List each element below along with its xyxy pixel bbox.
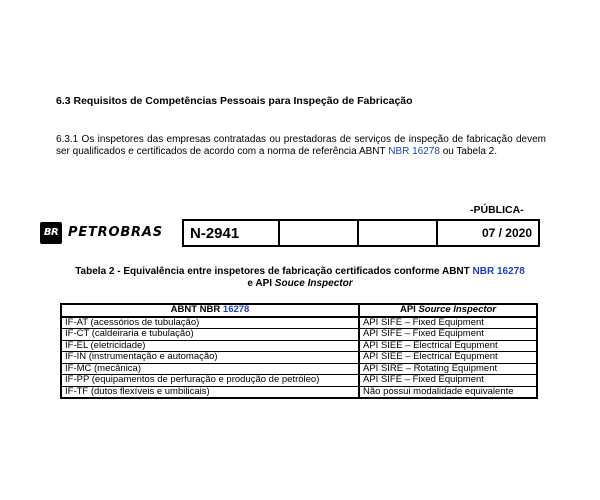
caption-text-2: e API: [247, 277, 275, 289]
equivalence-table: [60, 303, 538, 399]
column-header-api-italic: Source Inspector: [418, 304, 497, 315]
api-cell: API SIRE – Rotating Equipment: [359, 363, 537, 375]
classification-label: -PÚBLICA-: [470, 204, 524, 216]
empty-cell-2: [358, 220, 437, 246]
caption-italic-text: Souce Inspector: [274, 277, 353, 289]
paragraph-text-before: 6.3.1 Os inspetores das empresas contratadas ou prestadoras de serviços de inspeção de fabricação devem ser qualificados e certificados de acordo com a norma de referência ABNT: [56, 134, 546, 157]
column-header-nbr-link[interactable]: 16278: [222, 304, 250, 315]
table-row: [61, 375, 537, 387]
nbr-cell: IF-AT (acessórios de tubulação): [61, 317, 359, 329]
api-cell: API SIEE – Electrical Equpment: [359, 340, 537, 352]
table-header-row: [61, 304, 537, 317]
caption-text: Tabela 2 - Equivalência entre inspetores de fabricação certificados conforme ABNT: [75, 266, 473, 277]
document-id-row: [183, 220, 539, 246]
nbr-cell: IF-MC (mecânica): [61, 363, 359, 375]
column-header-api: [359, 304, 537, 317]
table-row: [61, 340, 537, 352]
caption-nbr-link[interactable]: NBR 16278: [472, 266, 525, 277]
table-row: [61, 317, 537, 329]
section-heading: 6.3 Requisitos de Competências Pessoais para Inspeção de Fabricação: [56, 95, 413, 107]
column-header-abnt-text: ABNT NBR: [170, 304, 223, 315]
table-row: [61, 329, 537, 341]
brand-name: PETROBRAS: [68, 225, 163, 240]
document-number: N-2941: [183, 220, 279, 246]
table-row: [61, 352, 537, 364]
petrobras-logo-icon: BR: [40, 222, 62, 244]
empty-cell-1: [279, 220, 358, 246]
nbr-cell: IF-EL (eletricidade): [61, 340, 359, 352]
api-cell: Não possui modalidade equivalente: [359, 386, 537, 398]
nbr-16278-link[interactable]: NBR 16278: [388, 145, 440, 157]
table-row: [61, 363, 537, 375]
nbr-cell: IF-IN (instrumentação e automação): [61, 352, 359, 364]
paragraph-text-after: ou Tabela 2.: [439, 145, 498, 157]
section-paragraph: [56, 134, 546, 157]
api-cell: API SIEE – Electrical Equpment: [359, 352, 537, 364]
table-row: [61, 386, 537, 398]
nbr-cell: IF-PP (equipamentos de perfuração e produção de petróleo): [61, 375, 359, 387]
table-caption: [40, 266, 560, 289]
nbr-cell: IF-CT (caldeiraria e tubulação): [61, 329, 359, 341]
column-header-abnt: [61, 304, 359, 317]
column-header-api-text: API: [399, 304, 419, 315]
document-date: 07 / 2020: [437, 220, 539, 246]
document-id-table: [182, 219, 540, 247]
api-cell: API SIFE – Fixed Equipment: [359, 329, 537, 341]
table-caption-line-1: [40, 266, 560, 278]
document-header: [40, 219, 540, 247]
api-cell: API SIFE – Fixed Equipment: [359, 375, 537, 387]
nbr-cell: IF-TF (dutos flexíveis e umbilicais): [61, 386, 359, 398]
api-cell: API SIFE – Fixed Equipment: [359, 317, 537, 329]
table-caption-line-2: [40, 278, 560, 290]
